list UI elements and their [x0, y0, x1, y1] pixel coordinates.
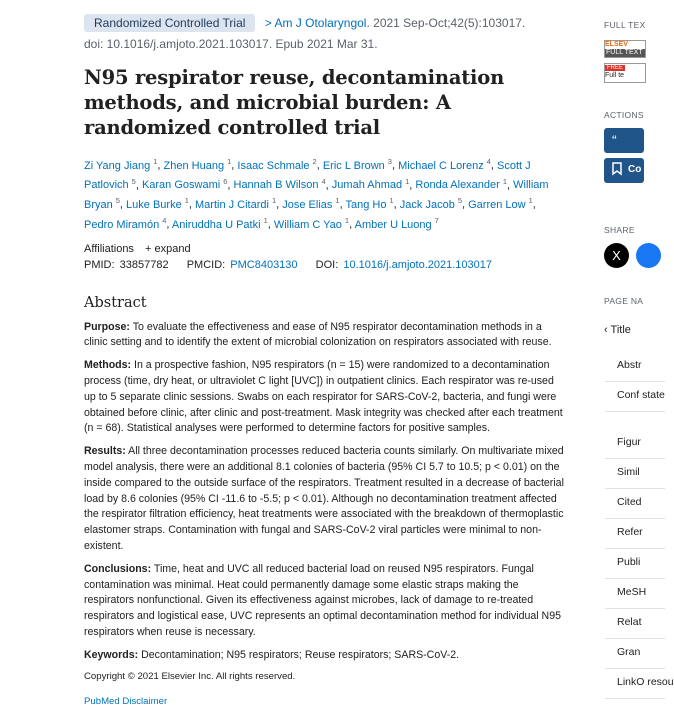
elsevier-full-text-link[interactable] — [604, 40, 646, 58]
author-affiliation-number[interactable]: 4 — [162, 215, 167, 225]
actions-heading: ACTIONS — [604, 110, 644, 120]
author-affiliation-number[interactable]: 3 — [387, 157, 392, 166]
elsevier-full-text-label: FULL TEXT — [605, 49, 645, 57]
pmid-value: 33857782 — [119, 258, 169, 271]
nav-divider — [605, 548, 665, 549]
author-link[interactable]: Karan Goswami — [141, 179, 221, 192]
abstract-body — [84, 320, 564, 641]
pmc-full-text-label: Full te — [605, 72, 625, 79]
author-link[interactable]: Jumah Ahmad — [331, 179, 403, 192]
abstract-section-text: To evaluate the effectiveness and ease of N95 respirator decontamination methods in a clinic setting and to identify the extent of microbial colonization on respirators associated with reuse. — [84, 320, 552, 349]
doi-link[interactable]: 10.1016/j.amjoto.2021.103017 — [343, 258, 492, 271]
nav-divider — [605, 411, 665, 412]
author-affiliation-number[interactable]: 1 — [271, 196, 277, 206]
pmcid-label: PMCID: — [186, 258, 226, 271]
page-navigation-heading: PAGE NA — [604, 296, 644, 306]
article-citation-row — [84, 14, 564, 32]
page-nav-item[interactable]: Publi — [617, 556, 641, 568]
author-link[interactable]: William Bryan — [84, 179, 549, 211]
cite-button[interactable] — [604, 128, 644, 153]
author-link[interactable]: Eric L Brown — [322, 159, 385, 172]
author-item — [399, 196, 462, 211]
abstract-section-label: Results: — [84, 445, 126, 458]
author-item — [331, 176, 410, 192]
author-affiliation-number[interactable]: 1 — [344, 215, 350, 225]
author-link[interactable]: Isaac Schmale — [237, 159, 310, 172]
doi-label: DOI: — [315, 258, 339, 271]
author-link[interactable]: Jack Jacob — [399, 198, 455, 211]
pmcid-link[interactable]: PMC8403130 — [230, 258, 298, 271]
author-item — [233, 176, 326, 192]
collections-button[interactable] — [604, 158, 644, 183]
author-affiliation-number[interactable]: 5 — [115, 196, 120, 206]
elsevier-logo-text: ELSEV — [605, 41, 628, 48]
author-link[interactable]: Jose Elias — [282, 198, 333, 211]
abstract-section — [84, 562, 564, 641]
chevron-left-icon: ‹ — [604, 324, 608, 336]
author-item — [468, 196, 533, 211]
keywords-label: Keywords: — [84, 648, 139, 661]
full-text-links-heading: FULL TEX — [604, 20, 646, 30]
page-nav-item[interactable]: Relat — [617, 616, 642, 628]
author-link[interactable]: Luke Burke — [126, 198, 182, 211]
abstract-section-text: Time, heat and UVC all reduced bacterial load on reused N95 respirators. Fungal contamination was minimal. Heat could permanently damage some elastic straps making the respirators nonfunctional. Given its effectiveness against microbes, lack of damage to re-treated respirators and logistical ease, UVC represents an optimal decontamination method for individual N95 respirators when reuse is necessary. — [84, 562, 561, 638]
quote-icon: “ — [612, 132, 617, 148]
author-affiliation-number[interactable]: 5 — [457, 196, 462, 206]
page-nav-item[interactable]: Conf state — [617, 389, 665, 401]
page-nav-item[interactable]: Simil — [617, 466, 640, 478]
page-nav-item[interactable]: Figur — [617, 436, 641, 448]
pmid-label: PMID: — [84, 258, 115, 271]
page-nav-item[interactable]: LinkO resou — [617, 676, 674, 688]
author-item — [322, 157, 392, 172]
author-link[interactable]: Zhen Huang — [163, 159, 225, 172]
author-link[interactable]: Aniruddha U Patki — [171, 218, 261, 231]
abstract-section-label: Methods: — [84, 359, 132, 372]
doi-epub-line: doi: 10.1016/j.amjoto.2021.103017. Epub 2021 Mar 31. — [84, 37, 378, 51]
author-item — [415, 176, 507, 192]
author-item — [84, 215, 167, 231]
author-item — [282, 196, 340, 211]
author-link[interactable]: Michael C Lorenz — [398, 159, 484, 172]
copyright-notice: Copyright © 2021 Elsevier Inc. All rights reserved. — [84, 670, 296, 682]
x-share-icon[interactable]: X — [604, 243, 629, 268]
page-nav-item[interactable]: Gran — [617, 646, 641, 658]
nav-divider — [605, 638, 665, 639]
author-item — [84, 157, 158, 172]
author-link[interactable]: Martin J Citardi — [195, 198, 269, 211]
citation-text: . 2021 Sep-Oct;42(5):103017. — [366, 16, 526, 30]
bookmark-icon — [612, 162, 622, 178]
nav-divider — [605, 458, 665, 459]
author-item — [237, 157, 317, 172]
author-link[interactable]: Hannah B Wilson — [233, 179, 319, 192]
affiliations-label: Affiliations — [84, 242, 134, 255]
article-main — [84, 14, 564, 707]
author-affiliation-number[interactable]: 5 — [131, 176, 136, 186]
facebook-share-icon[interactable] — [636, 243, 661, 268]
right-sidebar — [604, 0, 674, 718]
author-affiliation-number[interactable]: 1 — [502, 176, 507, 186]
nav-divider — [605, 578, 665, 579]
abstract-section-label: Purpose: — [84, 320, 130, 333]
abstract-section — [84, 358, 564, 437]
author-affiliation-number[interactable]: 1 — [405, 176, 410, 186]
journal-link[interactable]: Am J Otolaryngol — [274, 16, 367, 30]
nav-divider — [605, 698, 665, 699]
author-link[interactable]: Zi Yang Jiang — [84, 159, 151, 172]
nav-title-link[interactable] — [604, 324, 631, 336]
author-item — [273, 215, 350, 231]
article-title: N95 respirator reuse, decontamination methods, and microbial burden: A randomized controlled trial — [84, 66, 505, 139]
pubmed-disclaimer-link[interactable]: PubMed Disclaimer — [84, 695, 168, 707]
author-item — [398, 157, 491, 172]
author-item — [126, 196, 189, 211]
keywords-line — [84, 649, 564, 661]
free-badge: FREE — [607, 65, 624, 71]
author-affiliation-number[interactable]: 1 — [153, 157, 158, 166]
affiliations-row — [84, 243, 564, 255]
abstract-section — [84, 320, 564, 352]
collections-label: Co — [628, 164, 642, 175]
author-link[interactable]: Tang Ho — [345, 198, 387, 211]
author-affiliation-number[interactable]: 4 — [321, 176, 326, 186]
author-item — [354, 215, 439, 231]
journal-chevron-icon: > — [264, 16, 272, 30]
nav-divider — [605, 518, 665, 519]
author-item — [345, 196, 394, 211]
pmc-free-full-text-link[interactable] — [604, 63, 646, 83]
author-item — [195, 196, 277, 211]
nav-title-label: Title — [610, 324, 631, 336]
nav-divider — [605, 488, 665, 489]
author-link[interactable]: Pedro Miramón — [84, 218, 160, 231]
author-list: Zi Yang Jiang $^1$, Zhen Huang $^1$, Isaac Schmale $^2$, Eric L Brown $^3$, Michael C Lorenz $^4$, Scott J Patlovich $^5$, Karan Goswami $^6$, Hannah B Wilson $^4$, Jumah Ahmad $^1$, Ronda Alexander $^1$, William Bryan $^5$, Luke Burke $^1$, Martin J Citardi $^1$, Jose Elias $^1$, Tang Ho $^1$, Jack Jacob $^5$, Garren Low $^1$, Pedro Miramón $^4$, Aniruddha U Patki $^1$, William C Yao $^1$, Amber U Luong $^7$ — [84, 157, 549, 231]
author-affiliation-number[interactable]: 1 — [263, 215, 268, 225]
publication-type-badge[interactable]: Randomized Controlled Trial — [84, 14, 255, 32]
author-link[interactable]: Amber U Luong — [354, 218, 432, 231]
author-item — [171, 215, 268, 231]
page-nav-item[interactable]: Cited — [617, 496, 642, 508]
author-link[interactable]: Ronda Alexander — [415, 179, 500, 192]
author-affiliation-number[interactable]: 1 — [335, 196, 340, 206]
author-link[interactable]: William C Yao — [273, 218, 342, 231]
identifiers-row — [84, 259, 564, 271]
nav-divider — [605, 668, 665, 669]
author-affiliation-number[interactable]: 1 — [184, 196, 189, 206]
abstract-section-text: In a prospective fashion, N95 respirators (n = 15) were randomized to a decontamination process (time, dry heat, or ultraviolet C light [UVC]) in outpatient clinics. Each respirator was re-used up to 5 separate clinic sessions. Swabs on each respirator for SARS-CoV-2, bacteria, and fungi were obtained before clinic, after clinic and post-treatment. Mask integrity was checked after each treatment (n = 68). Statistical analyses were performed to determine factors for positive samples. — [84, 359, 563, 435]
abstract-heading: Abstract — [84, 294, 147, 311]
abstract-section — [84, 444, 564, 555]
author-link[interactable]: Garren Low — [468, 198, 526, 211]
author-affiliation-number[interactable]: 2 — [312, 157, 317, 166]
abstract-section-label: Conclusions: — [84, 562, 152, 575]
nav-divider — [605, 608, 665, 609]
author-item — [163, 157, 232, 172]
author-link[interactable]: Scott J Patlovich — [84, 159, 531, 192]
keywords-text: Decontamination; N95 respirators; Reuse respirators; SARS-CoV-2. — [141, 648, 460, 661]
author-affiliation-number[interactable]: 4 — [486, 157, 491, 166]
author-affiliation-number[interactable]: 1 — [227, 157, 232, 166]
page-nav-item[interactable]: MeSH — [617, 586, 647, 598]
author-affiliation-number[interactable]: 1 — [528, 196, 533, 206]
author-affiliation-number[interactable]: 1 — [389, 196, 394, 206]
author-affiliation-number[interactable]: 6 — [223, 176, 228, 186]
affiliations-expand-button[interactable]: + expand — [145, 242, 191, 255]
author-item — [141, 176, 228, 192]
page-nav-item[interactable]: Abstr — [617, 359, 642, 371]
page-nav-item[interactable]: Refer — [617, 526, 643, 538]
author-affiliation-number[interactable]: 7 — [434, 215, 439, 225]
abstract-section-text: All three decontamination processes reduced bacteria counts similarly. On multivariate mixed model analysis, there were an additional 8.1 colonies of bacteria (95% CI 5.7 to 10.5; p < 0.01) on the inside compared to the outside surface of the respirators. Treatment resulted in a decrease of bacterial load by 8.6 colonies (95% CI -11.6 to -5.5; p < 0.01). Although no decontamination treatment affected the respirator filtration efficiency, heat treatments were associated with the breakdown of thermoplastic elastomer straps. Contamination with fungal and SARS-CoV-2 viral particles were minimal to non-existent. — [84, 445, 564, 552]
nav-divider — [605, 381, 665, 382]
share-heading: SHARE — [604, 225, 635, 235]
